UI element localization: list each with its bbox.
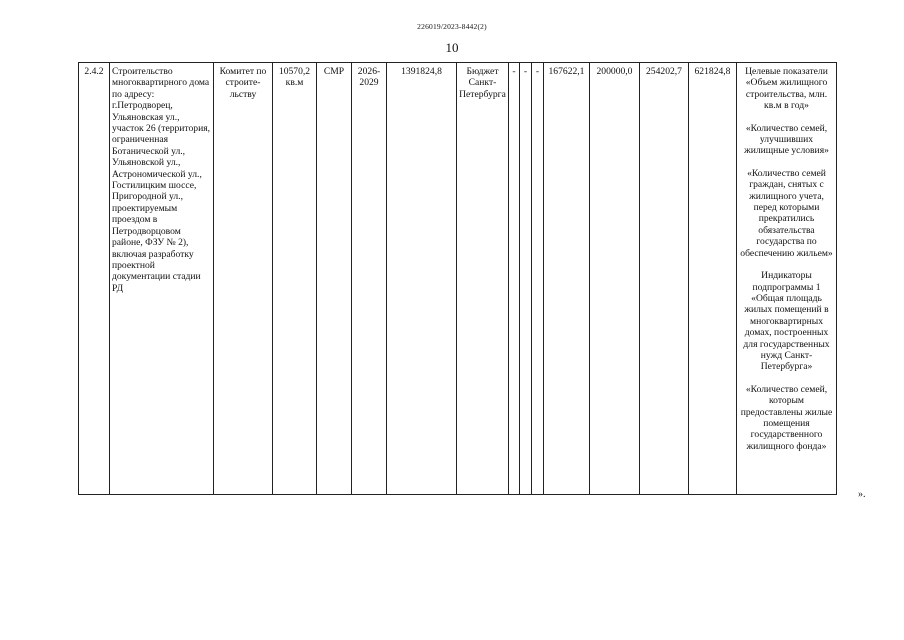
program-table [78, 62, 837, 495]
funding-source-cell: Бюджет Санкт- Петербурга [457, 63, 509, 495]
indicator-note: «Количество семей граждан, снятых с жилищного учета, перед которыми прекратились обязательства государства по обеспечению жильем» [740, 167, 833, 259]
indicator-note: Индикаторы подпрограммы 1 «Общая площадь жилых помещений в многоквартирных домах, построенных для государственных нужд Санкт-Петербурга» [743, 270, 830, 373]
row-number: 2.4.2 [79, 63, 110, 495]
year-4-cell: 167622,1 [544, 63, 590, 495]
indicators-cell [737, 63, 837, 495]
period-cell: 2026- 2029 [352, 63, 387, 495]
document-code: 226019/2023-8442(2) [417, 22, 487, 31]
work-type-cell: СМР [317, 63, 352, 495]
table-row [79, 63, 837, 495]
year-2-cell: - [520, 63, 532, 495]
capacity-cell: 10570,2 кв.м [273, 63, 317, 495]
indicator-note: «Количество семей, улучшивших жилищные условия» [744, 122, 829, 157]
indicator-note: Целевые показатели «Объем жилищного строительства, млн. кв.м в год» [745, 66, 828, 112]
year-1-cell: - [509, 63, 520, 495]
total-cost-cell: 1391824,8 [387, 63, 457, 495]
page-number: 10 [445, 40, 459, 55]
year-5-cell: 200000,0 [590, 63, 640, 495]
customer-cell: Комитет по строите- льству [214, 63, 273, 495]
closing-quote-mark: ». [858, 489, 866, 500]
year-3-cell: - [532, 63, 544, 495]
object-description: Строительство многоквартирного дома по адресу: г.Петродворец, Ульяновская ул., участок 26 (территория, ограниченная Ботанической ул., Ульяновской ул., Астрономической ул., Гостилицким шоссе, Пригородной ул., проектируемым проездом в Петродворцовом районе, ФЗУ № 2), включая разработку проектной документации стадии РД [110, 63, 214, 495]
year-6-cell: 254202,7 [640, 63, 689, 495]
indicator-note: «Количество семей, которым предоставлены жилые помещения государственного жилищного фонда» [740, 383, 833, 452]
period-total-cell: 621824,8 [689, 63, 737, 495]
